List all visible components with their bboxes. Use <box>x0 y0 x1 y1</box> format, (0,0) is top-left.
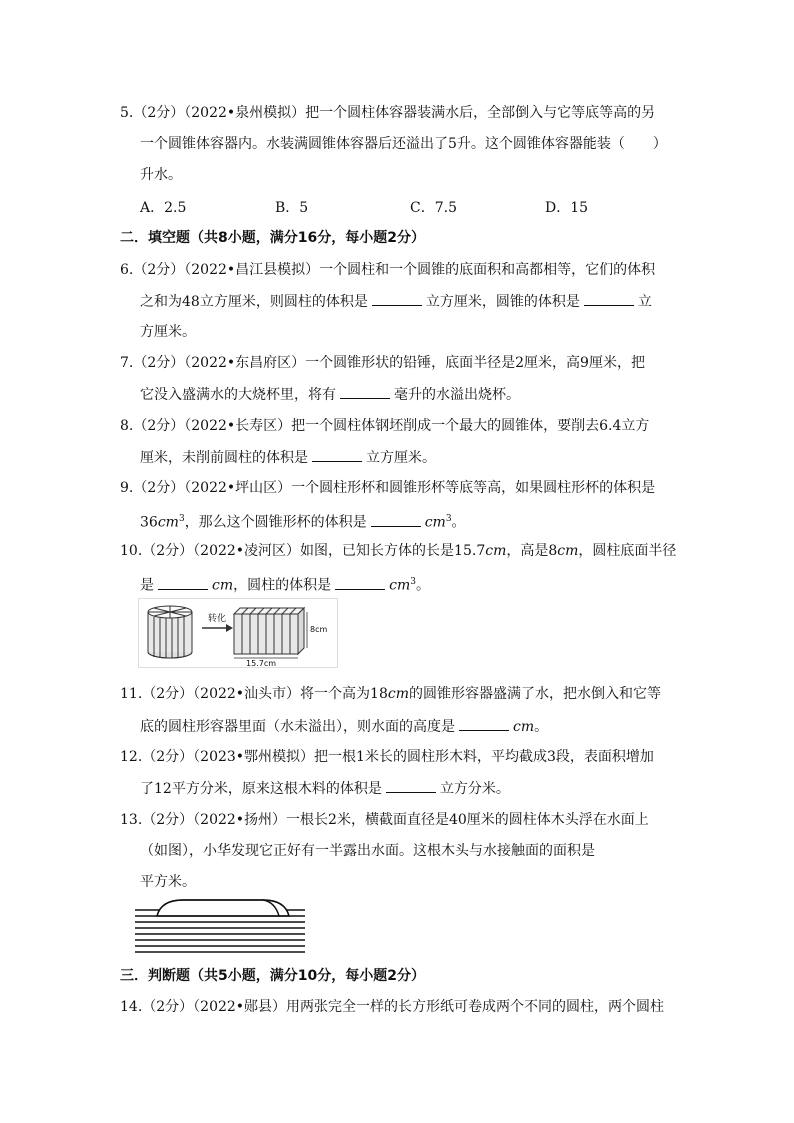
q14-line1: 14.（2分）（2022•郧县）用两张完全一样的长方形纸可卷成两个不同的圆柱，两个圆柱 <box>120 999 665 1015</box>
q13-line2: （如图），小华发现它正好有一半露出水面。这根木头与水接触面的面积是 <box>140 843 595 859</box>
q12-blank-1[interactable] <box>386 778 436 793</box>
q10-text-a: 10.（2分）（2022•凌河区）如图，已知长方体的长是15.7 <box>120 543 486 559</box>
q6-line1: 6.（2分）（2022•昌江县模拟）一个圆柱和一个圆锥的底面积和高都相等，它们的体积 <box>120 262 656 278</box>
q6-blank-2[interactable] <box>584 291 634 306</box>
q10-blank-1[interactable] <box>158 575 208 590</box>
q11-text-a: 11.（2分）（2022•汕头市）将一个高为18 <box>120 686 388 702</box>
q8-text-b: 立方厘米。 <box>366 450 436 466</box>
q11-unit-a: cm <box>387 686 409 702</box>
q9-line2: $36cm^3$，那么这个圆锥形杯的体积是 $cm^3$。 <box>140 509 466 533</box>
transform-arrow-icon <box>202 612 233 632</box>
q7-blank-1[interactable] <box>340 384 390 399</box>
q9-text-c: 。 <box>451 514 466 531</box>
q11-line2 <box>140 716 548 737</box>
q10-line2: 是 cm，圆柱的体积是 $cm^3$。 <box>140 572 430 596</box>
q8-blank-1[interactable] <box>312 447 362 462</box>
cuboid-shape <box>234 608 304 654</box>
q12-text-b: 立方分米。 <box>439 781 510 797</box>
q5-line1: 5.（2分）（2022•泉州模拟）把一个圆柱体容器装满水后，全部倒入与它等底等高的另 <box>120 105 656 121</box>
q7-text-a: 它没入盛满水的大烧杯里，将有 <box>140 387 336 403</box>
q10-text-d: 是 <box>140 577 154 594</box>
q12-line1: 12.（2分）（2023•鄂州模拟）把一根1米长的圆柱形木料，平均截成3段，表面积增加 <box>120 749 654 765</box>
cylinder-shape <box>148 606 192 658</box>
q10-arrow-label: 转化 <box>208 614 227 624</box>
q7-line2 <box>140 384 520 405</box>
q7-line1: 7.（2分）（2022•东昌府区）一个圆锥形状的铅锤，底面半径是2厘米，高9厘米，把 <box>120 355 645 371</box>
q12-line2 <box>140 778 510 799</box>
q7-text-b: 毫升的水溢出烧杯。 <box>394 387 520 403</box>
q11-blank-1[interactable] <box>459 716 509 731</box>
q13-line1: 13.（2分）（2022•扬州）一根长2米，横截面直径是40厘米的圆柱体木头浮在水面上 <box>120 812 649 828</box>
q10-unit-a: cm <box>485 543 507 559</box>
q9-unit-2: cm <box>424 514 446 531</box>
q10-unit-d: cm <box>389 577 411 594</box>
q9-line1: 9.（2分）（2022•坪山区）一个圆柱形杯和圆锥形杯等底等高，如果圆柱形杯的体积是 <box>120 480 656 496</box>
section-3-heading: 三．判断题（共5小题，满分10分，每小题2分） <box>120 968 425 984</box>
q10-height-label: 8cm <box>310 625 328 634</box>
q10-text-f: 。 <box>415 577 430 594</box>
q5-option-a[interactable]: A．2.5 <box>140 200 187 216</box>
q8-text-a: 厘米，未削前圆柱的体积是 <box>140 450 308 466</box>
q6-blank-1[interactable] <box>372 291 422 306</box>
q9-unit-1: cm <box>157 514 179 531</box>
q6-text-b: 立方厘米，圆锥的体积是 <box>425 294 580 310</box>
q5-line3: 升水。 <box>140 167 182 183</box>
q10-length-label: 15.7cm <box>246 659 277 668</box>
q10-unit-b: cm <box>557 543 579 559</box>
q11-text-b: 的圆锥形容器盛满了水，把水倒入和它等 <box>409 686 661 702</box>
q9-text-b: ，那么这个圆锥形杯的体积是 <box>184 514 367 531</box>
q11-text-c: 底的圆柱形容器里面（水未溢出），则水面的高度是 <box>140 719 455 735</box>
water-lines <box>135 910 305 952</box>
q9-blank-1[interactable] <box>371 512 421 527</box>
log-shape <box>157 900 289 916</box>
q5-option-d[interactable]: D．15 <box>545 200 589 216</box>
q10-text-b: ，高是8 <box>506 543 558 559</box>
q11-line1 <box>120 684 661 704</box>
q10-text-c: ，圆柱底面半径 <box>578 543 677 559</box>
q5-option-c[interactable]: C．7.5 <box>410 200 457 216</box>
q9-text-a: 36 <box>140 514 158 531</box>
q6-text-a: 之和为48立方厘米，则圆柱的体积是 <box>140 294 368 310</box>
q12-text-a: 了12平方分米，原来这根木料的体积是 <box>140 781 382 797</box>
q6-line2 <box>140 291 652 312</box>
q11-unit-b: cm <box>513 719 535 735</box>
section-2-heading: 二．填空题（共8小题，满分16分，每小题2分） <box>120 230 425 246</box>
q10-blank-2[interactable] <box>335 575 385 590</box>
q13-figure <box>135 898 305 954</box>
q10-line1 <box>120 541 676 561</box>
q10-text-e: ，圆柱的体积是 <box>233 577 332 594</box>
q8-line2 <box>140 447 436 468</box>
q5-option-b[interactable]: B．5 <box>275 200 309 216</box>
q11-text-d: 。 <box>534 719 549 735</box>
q13-line3: 平方米。 <box>140 874 196 890</box>
q10-figure <box>138 598 338 668</box>
q5-line2: 一个圆锥体容器内。水装满圆锥体容器后还溢出了5升。这个圆锥体容器能装（ ） <box>140 136 667 152</box>
q6-line3: 方厘米。 <box>140 324 196 340</box>
q8-line1: 8.（2分）（2022•长寿区）把一个圆柱体钢坯削成一个最大的圆锥体，要削去6.4立方 <box>120 418 650 434</box>
q10-unit-c: cm <box>212 577 234 594</box>
q6-text-c: 立 <box>637 294 652 310</box>
